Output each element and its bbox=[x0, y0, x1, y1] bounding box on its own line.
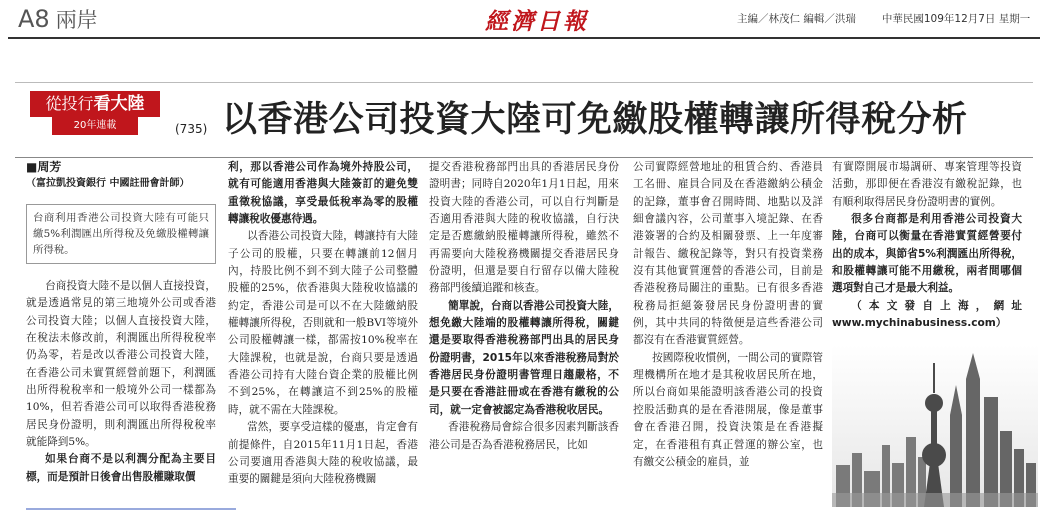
article-summary: 台商利用香港公司投資大陸有可能只繳5%利潤匯出所得稅及免繳股權轉讓所得稅。 bbox=[26, 204, 216, 264]
column-tag bbox=[30, 91, 160, 141]
paragraph-bold: 簡單說，台商以香港公司投資大陸，想免繳大陸端的股權轉讓所得稅，關鍵還是要取得香港稅務部門出具的居民身份證明書，2015年以來香港稅務局對於香港居民身份證明書管理日趨嚴格，不是只要在香港註冊或在香港有繳稅的公司，就一定會被認定為香港稅收居民。 bbox=[429, 299, 619, 416]
newspaper-masthead: 經濟日報 bbox=[485, 8, 589, 35]
paragraph-bold: 如果台商不是以利潤分配為主要目標，而是預計日後會出售股權賺取價 bbox=[26, 453, 216, 483]
paragraph: 公司實際經營地址的租賃合約、香港員工名冊、雇員合同及在香港繳納公積金的記錄，董事會召開時間、地點以及詳細會議內容，公司董事入境記錄、在香港簽署的合約及相關發票、上一年度審計報告、繳稅記錄等，對只有投資業務沒有其他實質運營的香港公司，目前是香港稅務局關注的重點。已有很多香港稅務局拒絕簽發居民身份證明書的實例，其中共同的特徵便是這些香港公司都沒有在香港實質經營。 bbox=[633, 161, 823, 347]
article-column-2 bbox=[228, 159, 418, 489]
source-note: （本文發自上海，網址www.mychinabusiness.com） bbox=[832, 299, 1022, 330]
paragraph: 台商投資大陸不是以個人直接投資，就是透過常見的第三地境外公司或香港公司投資大陸；以個人直接投資大陸，在稅法未修改前，利潤匯出所得稅稅率仍為零，若是改以香港公司投資大陸，在香港公司未實質經營前題下，利潤匯出所得稅稅率和一般境外公司一樣都為10%，但若香港公司可以取得香港稅務居民身份證明，則利潤匯出所得稅稅率就能降到5%。 bbox=[26, 280, 216, 449]
headline-rule bbox=[15, 157, 1033, 158]
article-headline: 以香港公司投資大陸可免繳股權轉讓所得稅分析 bbox=[222, 100, 968, 140]
editors: 主編／林茂仁 編輯／洪瑞 bbox=[737, 13, 856, 25]
column-years: 20年連載 bbox=[52, 117, 138, 135]
page-number: A8 bbox=[18, 5, 50, 33]
paragraph: 以香港公司投資大陸，轉讓持有大陸子公司的股權，只要在轉讓前12個月內，持股比例不到不到大陸子公司整體股權的25%，依香港與大陸稅收協議的約定，香港公司是可以不在大陸繳納股權轉讓所得稅，否則就和一般BVI等境外公司股權轉讓一樣，都需按10%稅率在大陸課稅，也就是說，台商只要是透過香港公司持有大陸台資企業的股權比例不到25%，在轉讓這不到25%的股權時，就不需在大陸課稅。 bbox=[228, 230, 418, 416]
article-column-4 bbox=[633, 159, 823, 471]
header-rule bbox=[8, 37, 1040, 39]
decorative-underline bbox=[26, 508, 236, 510]
author-name: ■周芳 bbox=[26, 160, 62, 174]
page-section-label bbox=[18, 4, 98, 34]
issue-date: 中華民國109年12月7日 星期一 bbox=[881, 13, 1031, 25]
paragraph-bold: 很多台商都是利用香港公司投資大陸，台商可以衡量在香港實質經營要付出的成本，與節省5%利潤匯出所得稅，和股權轉讓可能不用繳稅，兩者間哪個選項對自己才是最大利益。 bbox=[832, 213, 1022, 295]
shanghai-skyline-image bbox=[832, 345, 1038, 507]
author-title: （富拉凱投資銀行 中國註冊會計師） bbox=[26, 178, 190, 189]
section-name: 兩岸 bbox=[55, 8, 98, 32]
article-column-3 bbox=[429, 159, 619, 454]
paragraph: 香港稅務局會綜合很多因素判斷該香港公司是否為香港稅務居民，比如 bbox=[429, 421, 619, 451]
article-column-1 bbox=[26, 159, 216, 486]
paragraph: 按國際稅收慣例，一間公司的實際管理機構所在地才是其稅收居民所在地，所以台商如果能證明該香港公司的投資控股活動真的是在香港開展，像是董事會在香港召開，投資決策是在香港擬定，在香港租有真正營運的辦公室，也有繳交公積金的雇員，並 bbox=[633, 351, 823, 468]
paragraph: 提交香港稅務部門出具的香港居民身份證明書；同時自2020年1月1日起，用來投資大陸的香港公司，可以自行判斷是否適用香港與大陸的稅收協議，自行決定是否應繳納股權轉讓所得稅，雖然不再需要向大陸稅務機關提交香港居民身份證明，但還是要自行留存以備大陸稅務部門後續追蹤和核查。 bbox=[429, 161, 619, 295]
paragraph-bold: 利，那以香港公司作為境外持股公司，就有可能適用香港與大陸簽訂的避免雙重徵稅協議，享受最低稅率為零的股權轉讓稅收優惠待遇。 bbox=[228, 161, 418, 226]
series-number: (735) bbox=[175, 122, 208, 136]
article-column-5 bbox=[832, 159, 1022, 332]
paragraph: 當然，要享受這樣的優惠，肯定會有前提條件，自2015年11月1日起，香港公司要適用香港與大陸的稅收協議，最重要的關鍵是須向大陸稅務機關 bbox=[228, 421, 418, 486]
column-name: 從投行看大陸 bbox=[30, 91, 160, 117]
editor-date-line bbox=[737, 11, 1030, 26]
paragraph: 有實際開展市場調研、專案管理等投資活動，那即便在香港沒有繳稅記錄，也有順利取得居民身份證明書的實例。 bbox=[832, 161, 1022, 208]
